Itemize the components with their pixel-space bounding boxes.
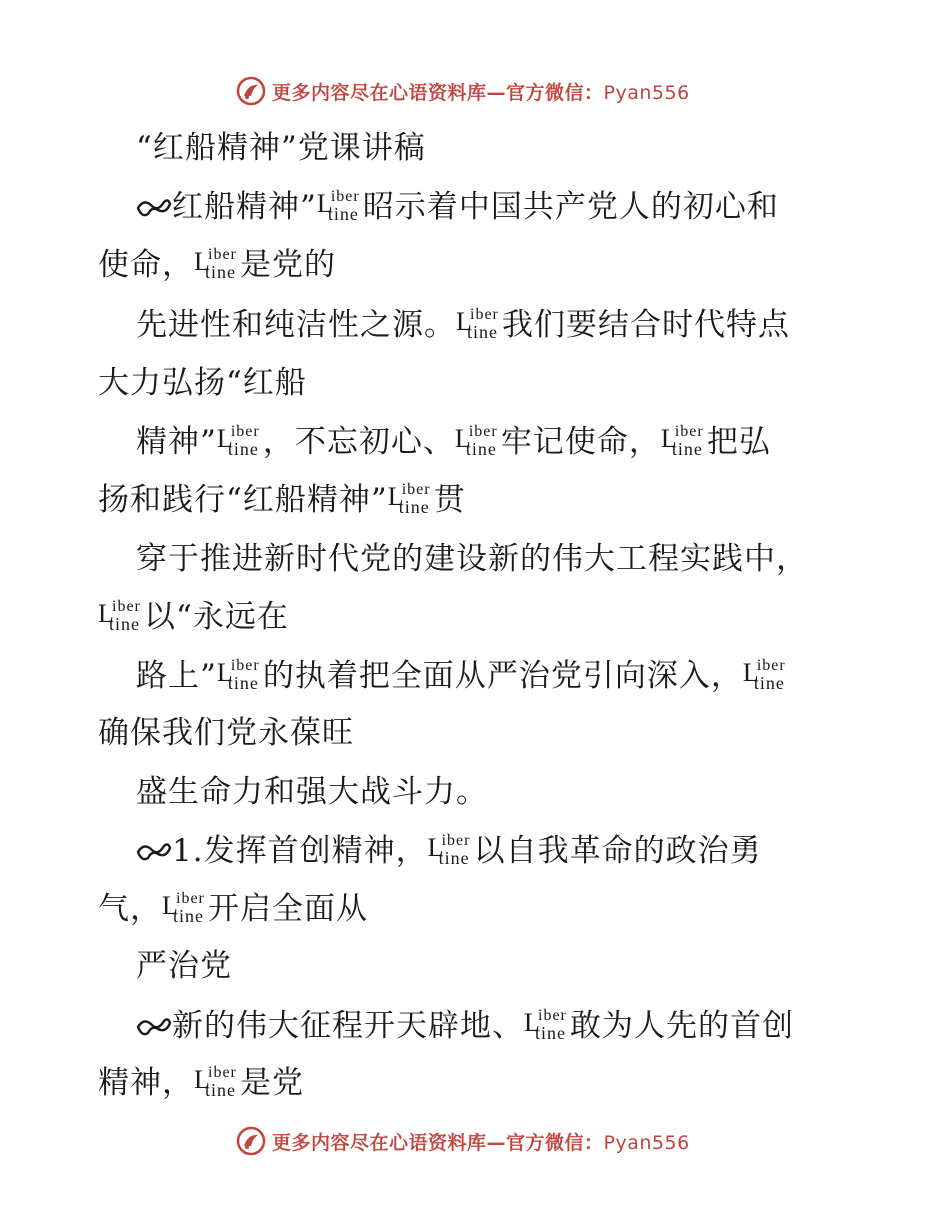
ornament-bullet-icon — [136, 838, 172, 864]
text-line: 气， L iber tine 开启全面从 — [98, 890, 368, 927]
text-line: 扬和践行“红船精神” L iber tine 贯 — [98, 481, 466, 518]
liber-tine-mark: L iber tine — [387, 481, 431, 517]
text-line: 新的伟大征程开天辟地、 L iber tine 敢为人先的首创 — [136, 1006, 794, 1046]
text-line: 大力弘扬“红船 — [98, 365, 307, 401]
seal-logo-icon — [236, 76, 266, 106]
watermark-text: 更多内容尽在心语资料库—官方微信：Pyan556 — [272, 1131, 690, 1154]
footer-watermark — [236, 1124, 690, 1158]
liber-tine-mark: L iber tine — [98, 598, 141, 634]
text-line: 盛生命力和强大战斗力。 — [136, 774, 488, 810]
text-line: 精神” L iber tine ，不忘初心、 L iber tine 牢记使命， L iber tine 把弘 — [136, 423, 771, 460]
liber-tine-mark: L iber tine — [216, 423, 260, 459]
liber-tine-mark: L iber tine — [427, 832, 471, 868]
header-watermark — [236, 74, 690, 108]
text-line: 严治党 — [136, 948, 232, 984]
text-line: 精神， L iber tine 是党 — [98, 1064, 304, 1101]
text-line: L iber tine 以“永远在 — [98, 598, 289, 635]
liber-tine-mark: L iber tine — [742, 657, 786, 693]
document-title: “红船精神”党课讲稿 — [136, 130, 426, 166]
liber-tine-mark: L iber tine — [454, 423, 498, 459]
liber-tine-mark: L iber tine — [216, 657, 260, 693]
section-heading: 1.发挥首创精神， L iber tine 以自我革命的政治勇 — [136, 831, 762, 871]
text-line: 穿于推进新时代党的建设新的伟大工程实践中， — [136, 541, 808, 577]
liber-tine-mark: L iber tine — [162, 890, 205, 926]
liber-tine-mark: L iber tine — [194, 246, 237, 282]
liber-tine-mark: L iber tine — [660, 423, 704, 459]
text-line: 先进性和纯洁性之源。 L iber tine 我们要结合时代特点 — [136, 306, 790, 343]
watermark-text: 更多内容尽在心语资料库—官方微信：Pyan556 — [272, 81, 690, 104]
text-line: 使命， L iber tine 是党的 — [98, 246, 336, 283]
seal-logo-icon — [236, 1126, 266, 1156]
text-line: 红船精神” L iber tine 昭示着中国共产党人的初心和 — [136, 187, 779, 227]
ornament-bullet-icon — [136, 194, 172, 220]
text-line: 路上” L iber tine 的执着把全面从严治党引向深入， L iber tine — [136, 656, 789, 696]
ornament-bullet-icon — [136, 1013, 172, 1039]
liber-tine-mark: L iber tine — [524, 1007, 567, 1043]
liber-tine-mark: L iber tine — [316, 188, 360, 224]
liber-tine-mark: L iber tine — [194, 1064, 237, 1100]
text-line: 确保我们党永葆旺 — [98, 715, 354, 751]
liber-tine-mark: L iber tine — [456, 306, 499, 342]
